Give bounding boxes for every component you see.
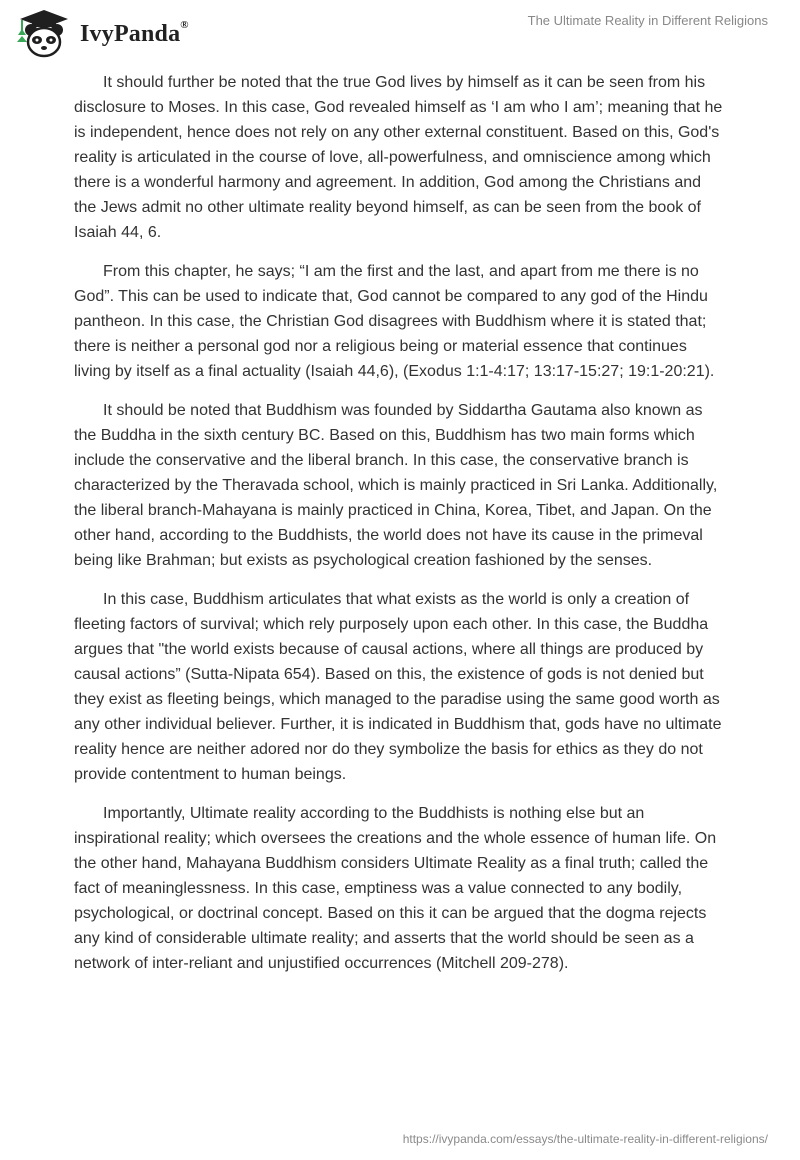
source-url-link[interactable]: https://ivypanda.com/essays/the-ultimate-reality-in-different-religions/ <box>402 1132 768 1146</box>
ivypanda-logo[interactable] <box>14 8 189 60</box>
paragraph: In this case, Buddhism articulates that what exists as the world is only a creation of fleeting factors of survival; which rely purposely upon each other. In this case, the Buddha argues that "the world exists because of causal actions, where all things are produced by causal actions” (Sutta-Nipata 654). Based on this, the existence of gods is not denied but they exist as fleeting beings, which managed to the paradise using the same good worth as any other individual believer. Further, it is indicated in Buddhism that, gods have no ultimate reality hence are neither adored nor do they symbolize the basis for ethics as they do not provide contentment to human beings. <box>74 591 722 783</box>
brand-label: IvyPanda <box>80 20 181 47</box>
paragraph: From this chapter, he says; “I am the first and the last, and apart from me there is no God”. This can be used to indicate that, God cannot be compared to any god of the Hindu pantheon. In this case, the Christian God disagrees with Buddhism where it is stated that; there is neither a personal god nor a religious being or material essence that continues living by itself as a final actuality (Isaiah 44,6), (Exodus 1:1-4:17; 13:17-15:27; 19:1-20:21). <box>74 263 715 380</box>
paragraph: It should further be noted that the true God lives by himself as it can be seen from his disclosure to Moses. In this case, God revealed himself as ‘I am who I am’; meaning that he is independent, hence does not rely on any other external constituent. Based on this, God's reality is articulated in the course of love, all-powerfulness, and omniscience among which there is a wonderful harmony and agreement. In addition, God among the Christians and the Jews admit no other ultimate reality beyond himself, as can be seen from the book of Isaiah 44, 6. <box>74 74 723 241</box>
panda-graduation-cap-icon <box>14 8 74 60</box>
paragraph: It should be noted that Buddhism was founded by Siddartha Gautama also known as the Buddha in the sixth century BC. Based on this, Buddhism has two main forms which include the conservative and the liberal branch. In this case, the conservative branch is characterized by the Theravada school, which is mainly practiced in Sri Lanka. Additionally, the liberal branch-Mahayana is mainly practiced in China, Korea, Tibet, and Japan. On the other hand, according to the Buddhists, the world does not have its cause in the primeval being like Brahman; but exists as psychological creation fashioned by the senses. <box>74 402 718 569</box>
paragraph: Importantly, Ultimate reality according to the Buddhists is nothing else but an inspirational reality; which oversees the creations and the whole essence of human life. On the other hand, Mahayana Buddhism considers Ultimate Reality as a final truth; called the fact of meaninglessness. In this case, emptiness was a value connected to any bodily, psychological, or doctrinal concept. Based on this it can be argued that the dogma rejects any kind of considerable ultimate reality; and asserts that the world should be seen as a network of inter-reliant and unjustified occurrences (Mitchell 209-278). <box>74 805 717 972</box>
essay-body <box>74 70 726 990</box>
brand-name <box>80 18 189 48</box>
document-title: The Ultimate Reality in Different Religions <box>527 13 768 28</box>
registered-mark: ® <box>180 18 189 31</box>
page-header <box>0 0 800 70</box>
